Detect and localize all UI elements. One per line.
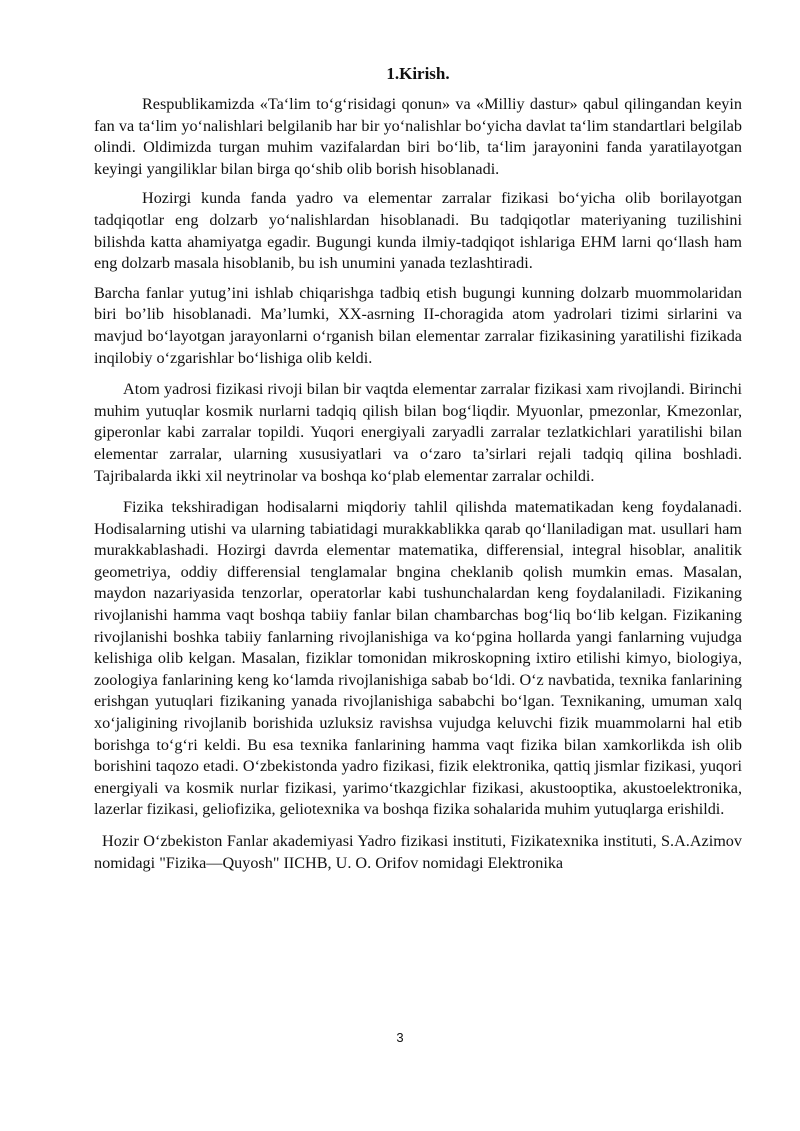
paragraph-research: Hozirgi kunda fanda yadro va elementar zarralar fizikasi bo‘yicha olib borilayotgan tadqiqotlar eng dolzarb yo‘nalishlardan hisoblanadi. Bu tadqiqotlar materiyaning tuzilishini bilishda katta ahamiyatga egadir. Bugungi kunda ilmiy-tadqiqot ishlariga EHM larni qo‘llash ham eng dolzarb masala hisoblanib, bu ish unumini yanada tezlashtiradi. <box>94 189 742 273</box>
page-number: 3 <box>396 1030 404 1045</box>
paragraph-intro: Respublikamizda «Ta‘lim to‘g‘risidagi qonun» va «Milliy dastur» qabul qilingandan keyin fan va ta‘lim yo‘nalishlari belgilanib har bir yo‘nalishlar bo‘yicha davlat ta‘lim standartlari belgilab olindi. Oldimizda turgan muhim vazifalardan biri bo‘lib, ta‘lim jarayonini fanda yaratilayotgan keyingi yangiliklar bilan birga qo‘shib olib borish hisoblanadi. <box>94 95 742 178</box>
paragraph-atomic-nucleus: Atom yadrosi fizikasi rivoji bilan bir vaqtda elementar zarralar fizikasi xam rivojlandi. Birinchi muhim yutuqlar kosmik nurlarni tadqiq qilish bilan bog‘liqdir. Myuonlar, pmezonlar, Kmezonlar, giperonlar kabi zarralar topildi. Yuqori energiyali zaryadli zarralar tezlatkichlari yaratilishi bilan elementar zarralar, ularning xususiyatlari va o‘zaro ta’sirlari rejali tadqiq qilina boshladi. Tajribalarda ikki xil neytrinolar va boshqa ko‘plab elementar zarralar ochildi. <box>94 380 742 485</box>
section-title: 1.Kirish. <box>386 64 450 83</box>
paragraph-mathematics: Fizika tekshiradigan hodisalarni miqdoriy tahlil qilishda matematikadan keng foydalanadi. Hodisalarning utishi va ularning tabiatidagi murakkablikka qarab qo‘llaniladigan mat. usullari ham murakkablashadi. Hozirgi davrda elementar matematika, differensial, integral hisoblar, analitik geometriya, oddiy differensial tenglamalar bngina cheklanib qolish mumkin emas. Masalan, maydon nazariyasida tenzorlar, operatorlar kabi tushunchalardan keng foydalaniladi. Fizikaning rivojlanishi hamma vaqt boshqa tabiiy fanlar bilan chambarchas bog‘liq bo‘lib kelgan. Fizikaning rivojlanishi boshka tabiiy fanlarning rivojlanishiga va ko‘pgina hollarda yangi fanlarning vujudga kelishiga olib kelgan. Masalan, fiziklar tomonidan mikroskopning ixtiro etilishi kimyo, biologiya, zoologiya fanlarining keng ko‘lamda rivojlanishiga sabab bo‘ldi. O‘z navbatida, texnika fanlarining erishgan yutuqlari fizikaning yanada rivojlanishiga sababchi bo‘lgan. Texnikaning, umuman xalq xo‘jaligining rivojlanib borishida uzluksiz ravishsa vujudga keluvchi fizik muammolarni hal etib borishga to‘g‘ri keldi. Bu esa texnika fanlarining hamma vaqt fizika bilan xamkorlikda ish olib borishini taqozo etadi. O‘zbekistonda yadro fizikasi, fizik elektronika, qattiq jismlar fizikasi, yuqori energiyali va kosmik nurlar fizikasi, yarimo‘tkazgichlar fizikasi, akustooptika, akustoelektronika, lazerlar fizikasi, geliofizika, geliotexnika va boshqa fizika sohalarida muhim yutuqlarga erishildi. <box>94 498 742 819</box>
paragraph-achievements: Barcha fanlar yutug’ini ishlab chiqarishga tadbiq etish bugungi kunning dolzarb muommolaridan biri bo’lib hisoblanadi. Ma’lumki, XX-asrning II-choragida atom yadrolari tizimi sirlarini va mavjud bo‘layotgan jarayonlarni o‘rganish bilan elementar zarralar fizikasining yaratilishi fizikada inqilobiy o‘zgarishlar bo‘lishiga olib keldi. <box>94 283 742 367</box>
paragraph-institutes: Hozir O‘zbekiston Fanlar akademiyasi Yadro fizikasi instituti, Fizikatexnika instituti, S.A.Azimov nomidagi "Fizika—Quyosh" IICHB, U. O. Orifov nomidagi Elektronika <box>94 832 742 872</box>
page-body <box>94 62 742 874</box>
